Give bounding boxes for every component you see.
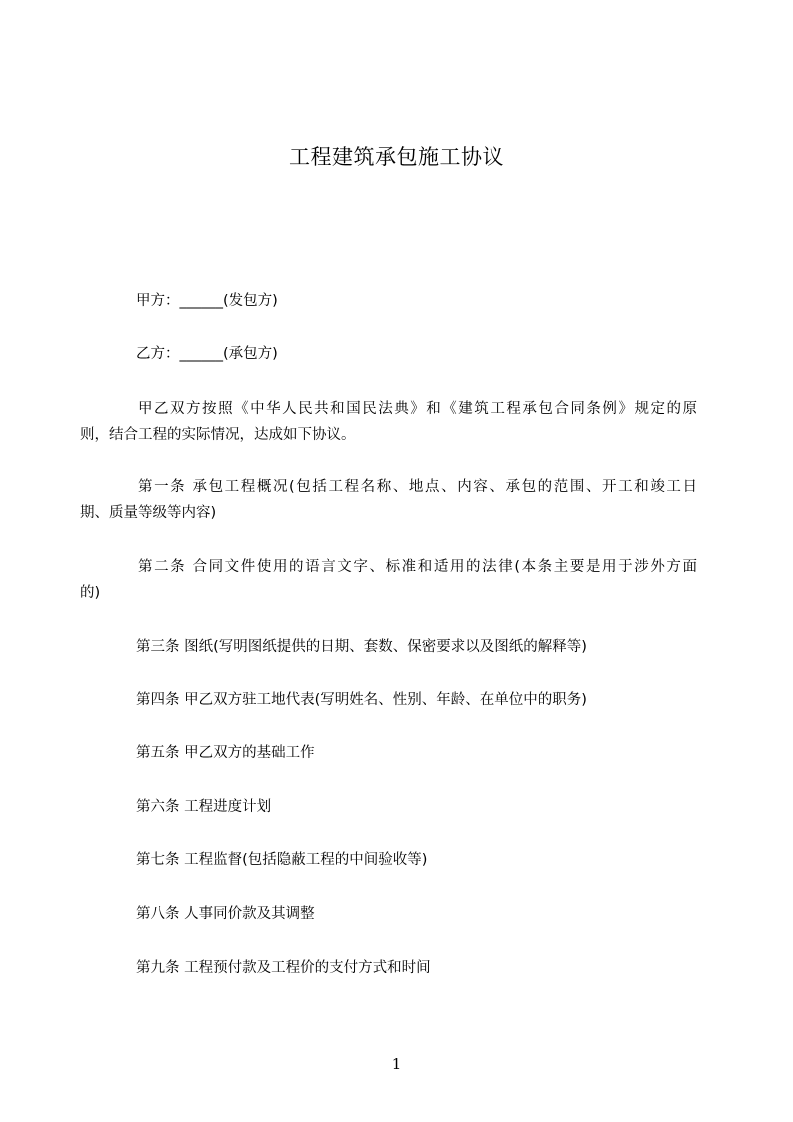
intro-paragraph [80, 396, 697, 448]
party-b-line: 乙方：______(承包方) [136, 346, 278, 362]
article-7: 第七条 工程监督(包括隐蔽工程的中间验收等) [136, 852, 428, 868]
intro-line-1: 甲乙双方按照《中华人民共和国民法典》和《建筑工程承包合同条例》规定的原 [138, 401, 697, 417]
article-1-line-1: 第一条 承包工程概况(包括工程名称、地点、内容、承包的范围、开工和竣工日 [138, 479, 697, 495]
article-2-line-1: 第二条 合同文件使用的语言文字、标准和适用的法律(本条主要是用于涉外方面 [138, 559, 697, 575]
article-2 [80, 554, 697, 606]
page-title: 工程建筑承包施工协议 [289, 145, 504, 169]
article-5: 第五条 甲乙双方的基础工作 [136, 745, 315, 761]
intro-line-2: 则，结合工程的实际情况，达成如下协议。 [80, 427, 356, 443]
article-6: 第六条 工程进度计划 [136, 799, 272, 815]
article-8: 第八条 人事同价款及其调整 [136, 906, 315, 922]
article-4: 第四条 甲乙双方驻工地代表(写明姓名、性别、年龄、在单位中的职务) [136, 692, 587, 708]
article-1-line-2: 期、质量等级等内容) [80, 505, 217, 521]
article-1 [80, 474, 697, 526]
page-number: 1 [391, 1055, 402, 1073]
party-a-line: 甲方：______(发包方) [136, 293, 278, 309]
article-3: 第三条 图纸(写明图纸提供的日期、套数、保密要求以及图纸的解释等) [136, 639, 587, 655]
article-2-line-2: 的) [80, 585, 101, 601]
article-9: 第九条 工程预付款及工程价的支付方式和时间 [136, 960, 431, 976]
